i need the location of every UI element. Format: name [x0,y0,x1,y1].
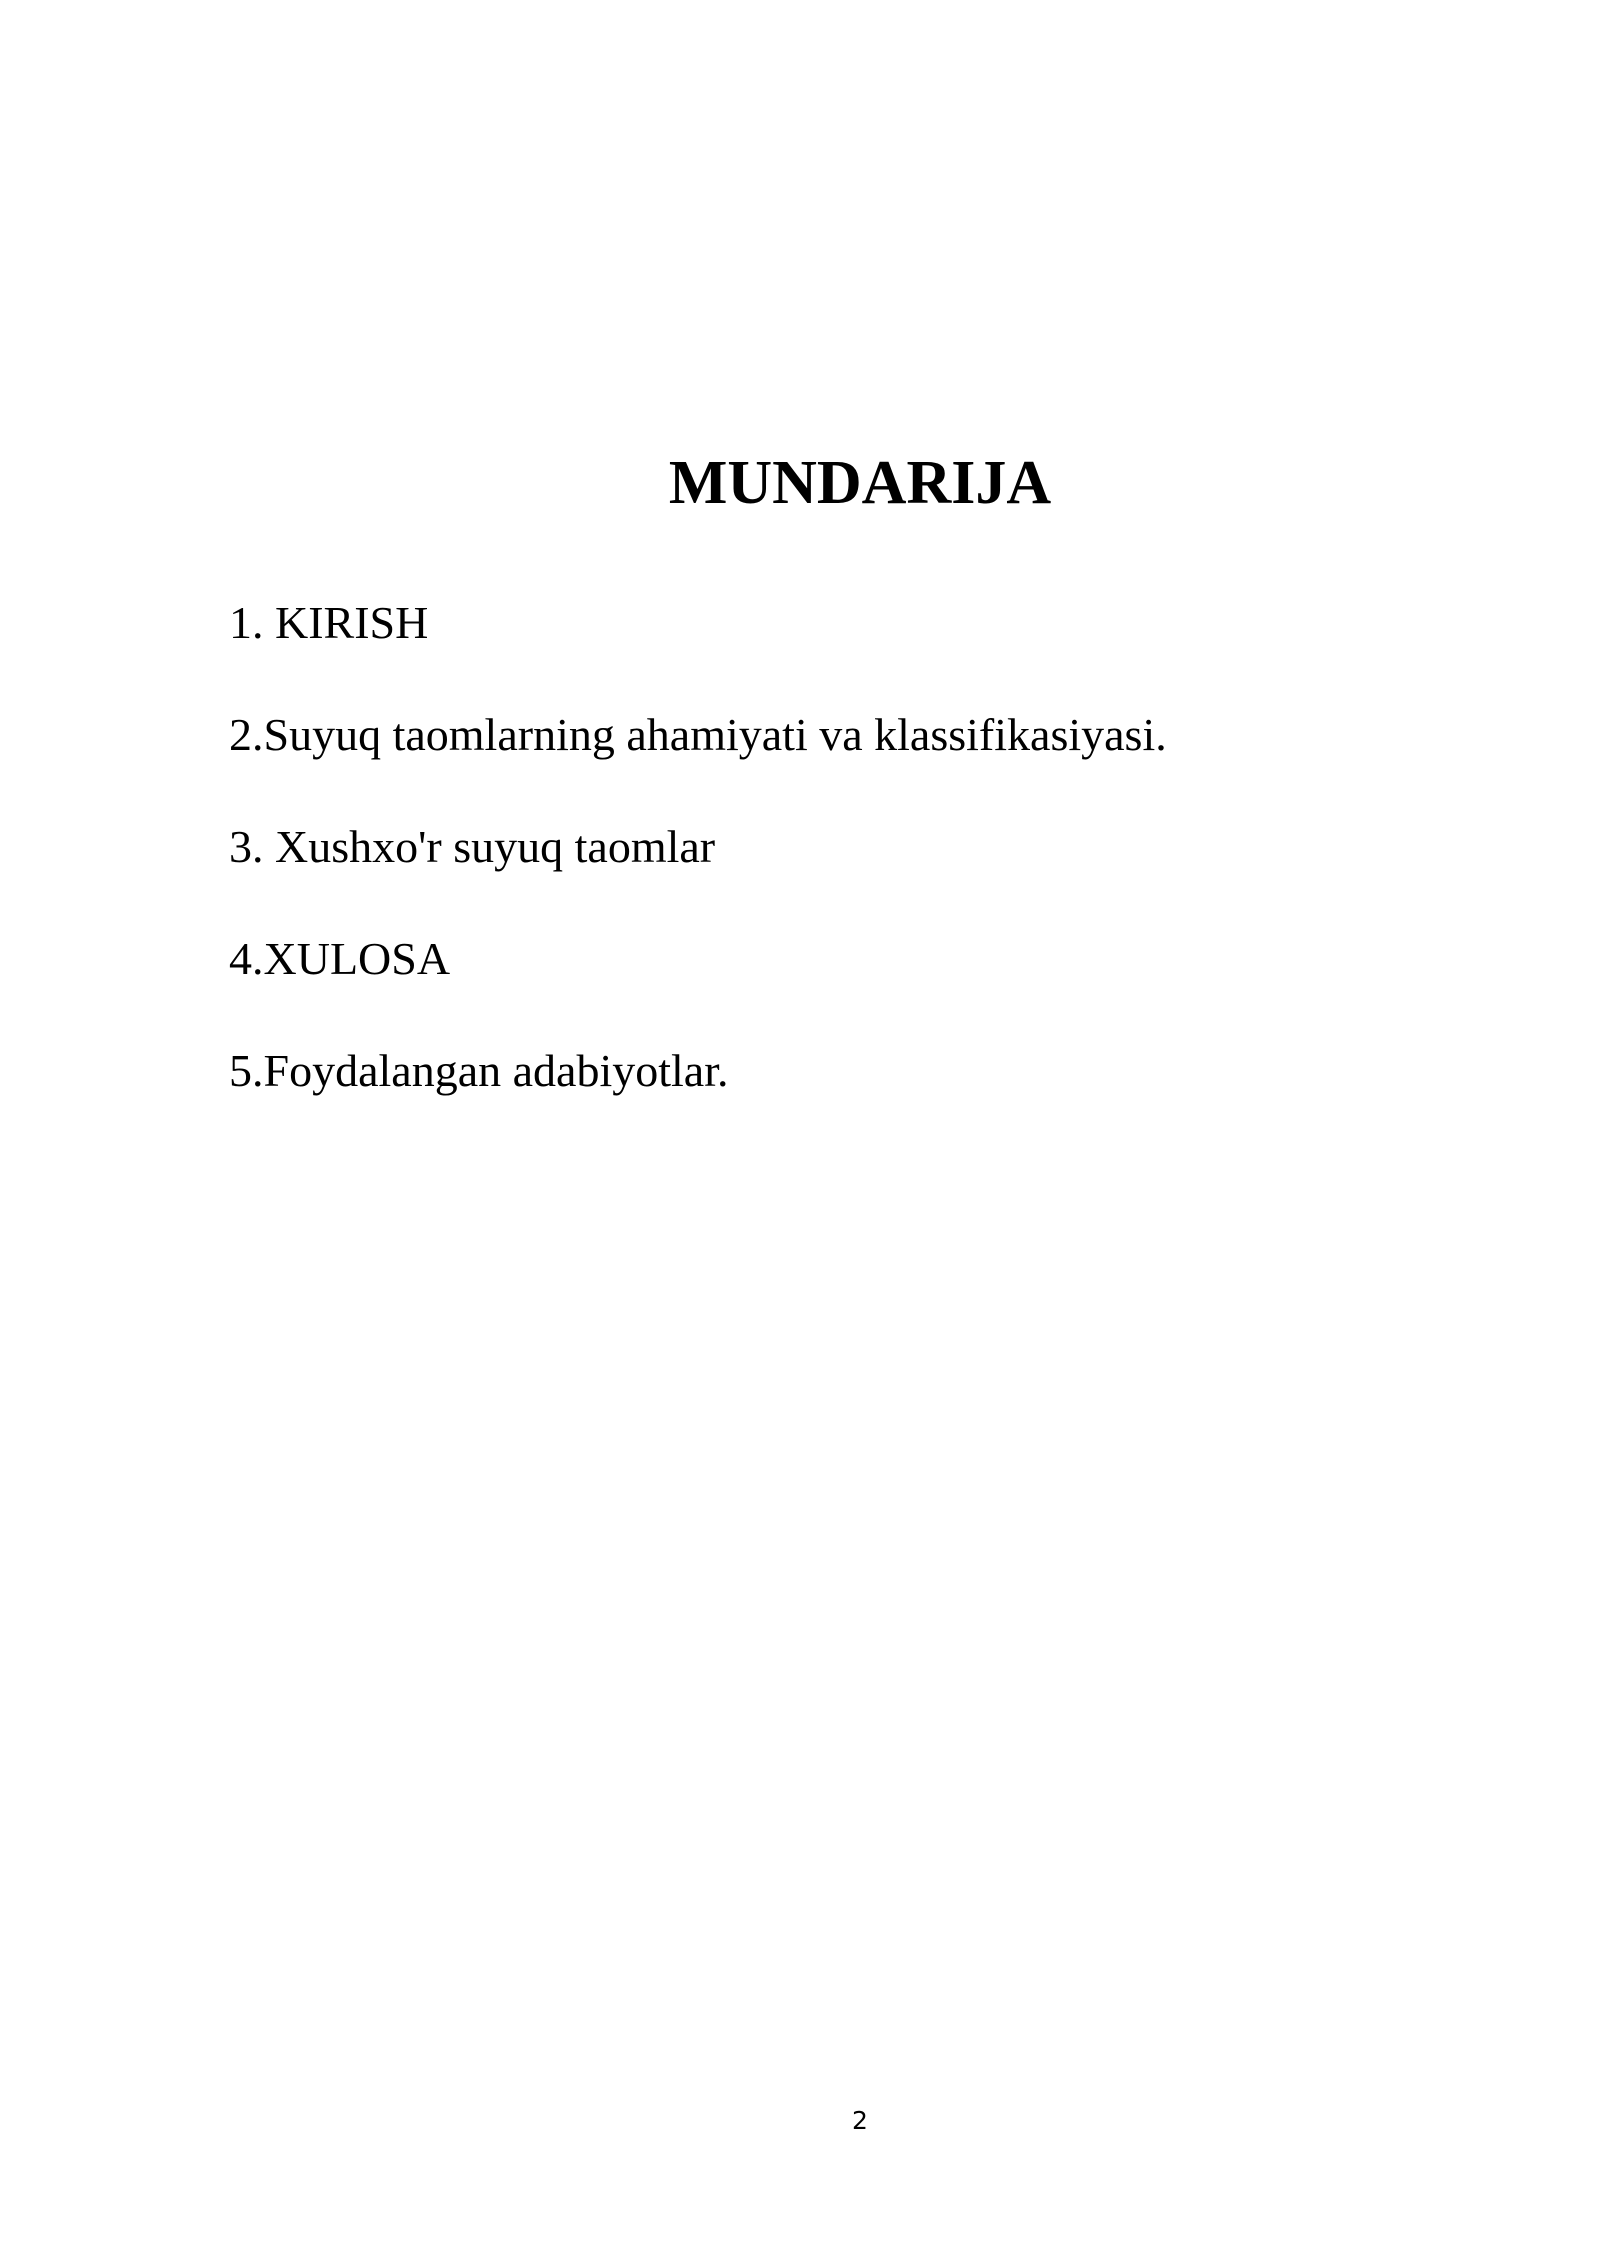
table-of-contents [229,597,1167,1160]
toc-item-xulosa: 4.XULOSA [229,933,451,984]
page-number: 2 [852,2106,868,2135]
toc-item-kirish: 1. KIRISH [229,597,429,648]
toc-item-foydalangan-adabiyotlar: 5.Foydalangan adabiyotlar. [229,1045,729,1096]
toc-item-suyuq-taomlar-ahamiyati: 2.Suyuq taomlarning ahamiyati va klassifikasiyasi. [229,709,1167,760]
toc-item-xushxor-suyuq-taomlar: 3. Xushxo'r suyuq taomlar [229,821,716,872]
page-title: MUNDARIJA [668,449,1052,517]
